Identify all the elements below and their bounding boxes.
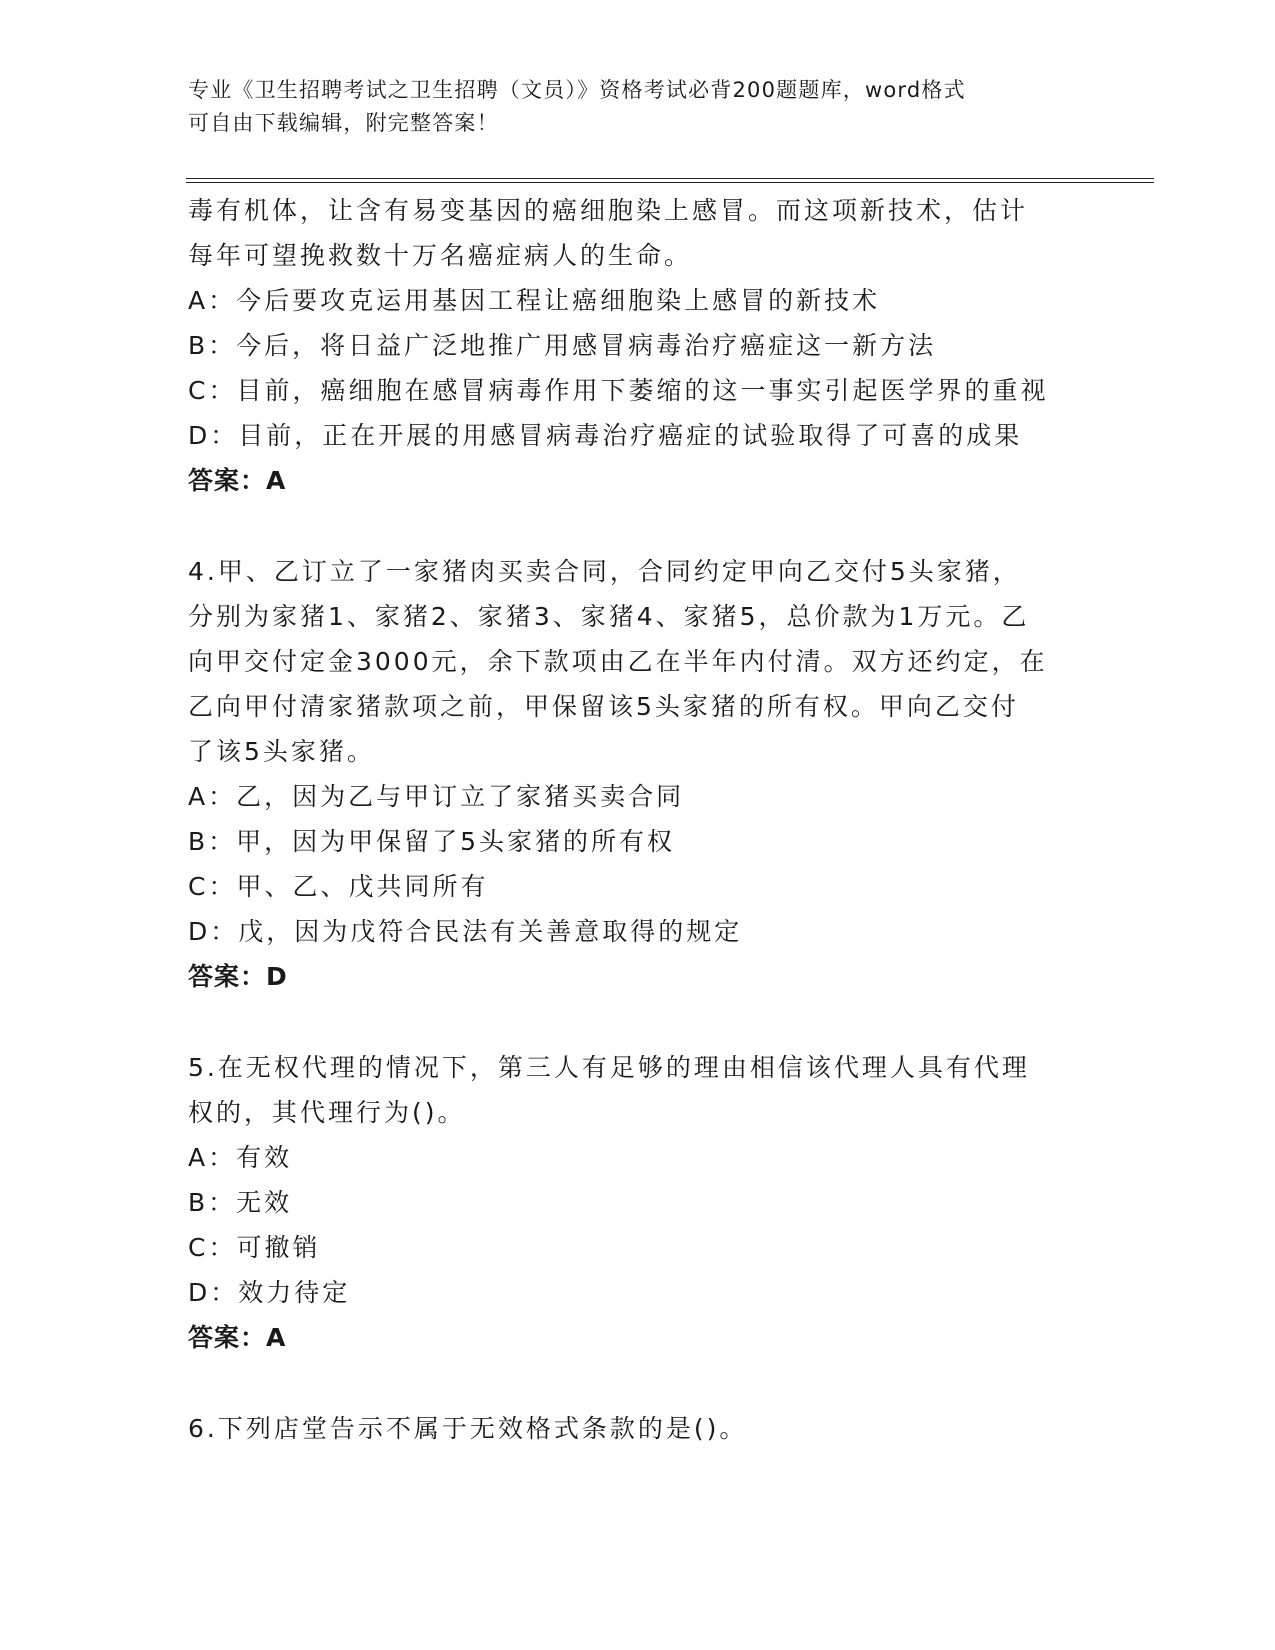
document-body <box>188 188 1088 1451</box>
question-3-option-d: D：目前，正在开展的用感冒病毒治疗癌症的试验取得了可喜的成果 <box>188 421 1023 450</box>
question-5-stem-line: 权的，其代理行为()。 <box>188 1098 466 1127</box>
header-title-line-2: 可自由下载编辑，附完整答案！ <box>188 111 499 135</box>
question-4-answer: 答案：D <box>188 962 288 991</box>
question-4-stem-line: 向甲交付定金3000元，余下款项由乙在半年内付清。双方还约定，在 <box>188 647 1048 676</box>
question-4-options <box>188 774 1088 954</box>
spacer <box>188 1360 1088 1406</box>
question-4-stem-line: 分别为家猪1、家猪2、家猪3、家猪4、家猪5，总价款为1万元。乙 <box>188 602 1030 631</box>
question-3-continuation <box>188 188 1088 278</box>
question-4-option-b: B：甲，因为甲保留了5头家猪的所有权 <box>188 827 676 856</box>
header-divider <box>186 178 1154 183</box>
document-header <box>188 74 1068 140</box>
question-5-answer: 答案：A <box>188 1323 287 1352</box>
question-4-stem-line: 4.甲、乙订立了一家猪肉买卖合同，合同约定甲向乙交付5头家猪， <box>188 557 1021 586</box>
question-4-stem-line: 乙向甲付清家猪款项之前，甲保留该5头家猪的所有权。甲向乙交付 <box>188 692 1019 721</box>
question-5-option-b: B：无效 <box>188 1188 293 1217</box>
question-4-option-a: A：乙，因为乙与甲订立了家猪买卖合同 <box>188 782 685 811</box>
question-3-text-line: 毒有机体，让含有易变基因的癌细胞染上感冒。而这项新技术，估计 <box>188 196 1029 225</box>
question-3-text-line: 每年可望挽救数十万名癌症病人的生命。 <box>188 241 693 270</box>
question-5-option-a: A：有效 <box>188 1143 293 1172</box>
question-5-options <box>188 1135 1088 1315</box>
question-5-option-c: C：可撤销 <box>188 1233 321 1262</box>
question-6-stem <box>188 1406 1088 1451</box>
question-5-stem <box>188 1045 1088 1135</box>
question-6-stem-line: 6.下列店堂告示不属于无效格式条款的是()。 <box>188 1414 748 1443</box>
question-4-option-c: C：甲、乙、戊共同所有 <box>188 872 489 901</box>
spacer <box>188 503 1088 549</box>
question-4-option-d: D：戊，因为戊符合民法有关善意取得的规定 <box>188 917 743 946</box>
header-title-line-1: 专业《卫生招聘考试之卫生招聘（文员）》资格考试必背200题题库，word格式 <box>188 78 966 102</box>
spacer <box>188 999 1088 1045</box>
question-5-option-d: D：效力待定 <box>188 1278 351 1307</box>
question-3-option-a: A：今后要攻克运用基因工程让癌细胞染上感冒的新技术 <box>188 286 881 315</box>
question-3-option-c: C：目前，癌细胞在感冒病毒作用下萎缩的这一事实引起医学界的重视 <box>188 376 1049 405</box>
question-5-stem-line: 5.在无权代理的情况下，第三人有足够的理由相信该代理人具有代理 <box>188 1053 1030 1082</box>
question-3-options <box>188 278 1088 458</box>
question-3-answer: 答案：A <box>188 466 287 495</box>
question-4-stem-line: 了该5头家猪。 <box>188 737 375 766</box>
question-4-stem <box>188 549 1088 774</box>
question-3-option-b: B：今后，将日益广泛地推广用感冒病毒治疗癌症这一新方法 <box>188 331 937 360</box>
